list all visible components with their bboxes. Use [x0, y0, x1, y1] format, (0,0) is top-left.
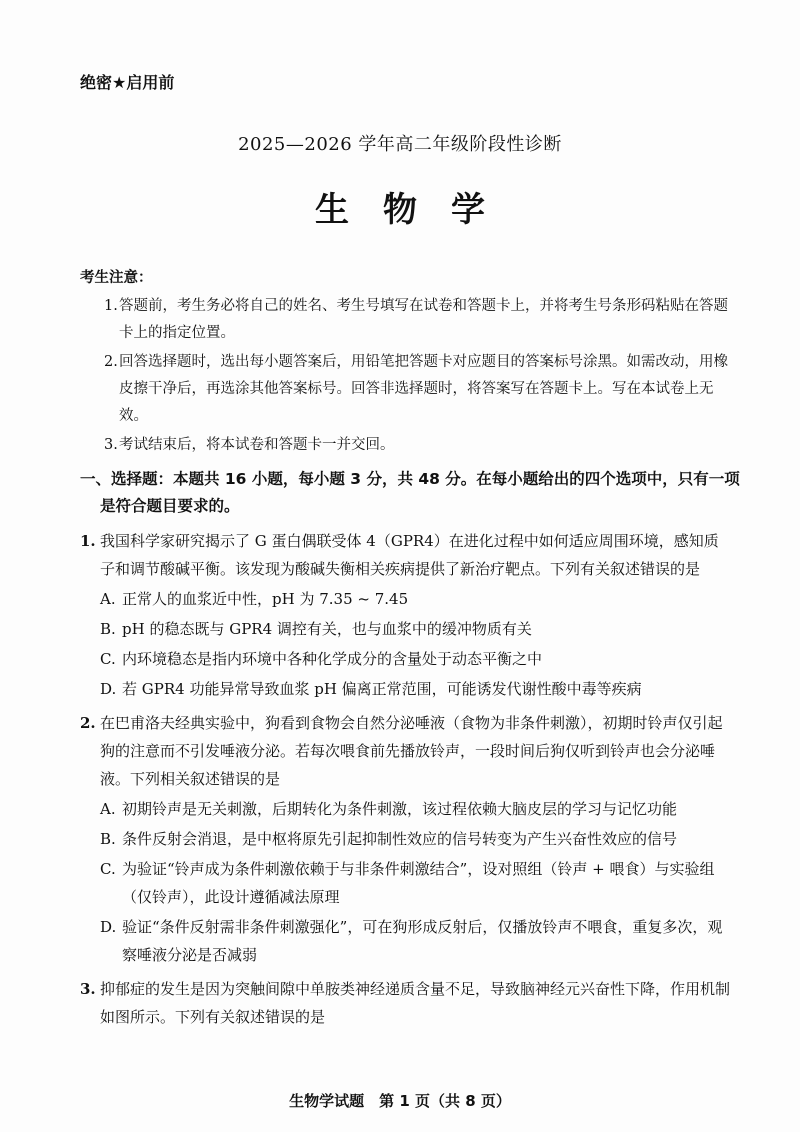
notice-item	[80, 293, 730, 347]
question-list	[80, 527, 730, 1037]
notice-item	[80, 432, 730, 459]
option-text: 条件反射会消退，是中枢将原先引起抑制性效应的信号转变为产生兴奋性效应的信号	[122, 830, 678, 848]
candidate-notice	[80, 266, 730, 461]
question-3	[80, 975, 730, 1031]
question-text: 我国科学家研究揭示了 G 蛋白偶联受体 4（GPR4）在进化过程中如何适应周围环境，感知质子和调节酸碱平衡。该发现为酸碱失衡相关疾病提供了新治疗靶点。下列有关叙述错误的是	[100, 532, 719, 578]
page-footer: 生物学试题 第 1 页（共 8 页）	[289, 1092, 511, 1110]
question-number: 2.	[80, 714, 96, 732]
question-stem	[80, 527, 730, 583]
notice-item-number: 3.	[104, 437, 118, 453]
question-number: 3.	[80, 980, 96, 998]
notice-item-text: 考试结束后，将本试卷和答题卡一并交回。	[119, 437, 395, 453]
option-c	[80, 855, 730, 911]
question-number: 1.	[80, 532, 96, 550]
option-label: B.	[100, 620, 116, 638]
subject-title: 生物学	[315, 190, 519, 230]
secret-mark: 绝密★启用前	[80, 73, 175, 92]
notice-list	[80, 293, 730, 459]
option-c	[80, 645, 730, 673]
notice-heading: 考生注意：	[80, 270, 153, 286]
notice-item-number: 1.	[104, 298, 118, 314]
option-b	[80, 825, 730, 853]
notice-item	[80, 349, 730, 430]
option-d	[80, 913, 730, 969]
option-label: D.	[100, 680, 117, 698]
option-label: A.	[100, 590, 116, 608]
option-a	[80, 585, 730, 613]
notice-item-text: 回答选择题时，选出每小题答案后，用铅笔把答题卡对应题目的答案标号涂黑。如需改动，用橡皮擦干净后，再选涂其他答案标号。回答非选择题时，将答案写在答题卡上。写在本试卷上无效。	[119, 354, 728, 424]
option-text: 为验证“铃声成为条件刺激依赖于与非条件刺激结合”，设对照组（铃声 + 喂食）与实验组（仅铃声），此设计遵循减法原理	[122, 860, 715, 906]
question-stem	[80, 709, 730, 793]
option-d	[80, 675, 730, 703]
option-a	[80, 795, 730, 823]
option-label: C.	[100, 860, 116, 878]
option-b	[80, 615, 730, 643]
question-stem	[80, 975, 730, 1031]
question-text: 在巴甫洛夫经典实验中，狗看到食物会自然分泌唾液（食物为非条件刺激），初期时铃声仅引起狗的注意而不引发唾液分泌。若每次喂食前先播放铃声，一段时间后狗仅听到铃声也会分泌唾液。下列相关叙述错误的是	[100, 714, 723, 788]
option-label: D.	[100, 918, 117, 936]
notice-item-number: 2.	[104, 354, 118, 370]
question-text: 抑郁症的发生是因为突触间隙中单胺类神经递质含量不足，导致脑神经元兴奋性下降，作用机制如图所示。下列有关叙述错误的是	[100, 980, 731, 1026]
exam-title: 2025—2026 学年高二年级阶段性诊断	[238, 134, 562, 155]
option-text: 若 GPR4 功能异常导致血浆 pH 偏离正常范围，可能诱发代谢性酸中毒等疾病	[122, 680, 642, 698]
option-label: C.	[100, 650, 116, 668]
option-text: pH 的稳态既与 GPR4 调控有关，也与血浆中的缓冲物质有关	[122, 620, 532, 638]
option-text: 内环境稳态是指内环境中各种化学成分的含量处于动态平衡之中	[122, 650, 543, 668]
question-1	[80, 527, 730, 703]
option-text: 初期铃声是无关刺激，后期转化为条件刺激，该过程依赖大脑皮层的学习与记忆功能	[122, 800, 678, 818]
option-text: 正常人的血浆近中性，pH 为 7.35 ~ 7.45	[122, 590, 409, 608]
option-label: A.	[100, 800, 116, 818]
notice-item-text: 答题前，考生务必将自己的姓名、考生号填写在试卷和答题卡上，并将考生号条形码粘贴在答题卡上的指定位置。	[119, 298, 728, 341]
question-2	[80, 709, 730, 969]
option-text: 验证“条件反射需非条件刺激强化”，可在狗形成反射后，仅播放铃声不喂食，重复多次，观察唾液分泌是否减弱	[122, 918, 723, 964]
section-heading: 一、选择题：本题共 16 小题，每小题 3 分，共 48 分。在每小题给出的四个选项中，只有一项是符合题目要求的。	[80, 470, 740, 515]
option-label: B.	[100, 830, 116, 848]
